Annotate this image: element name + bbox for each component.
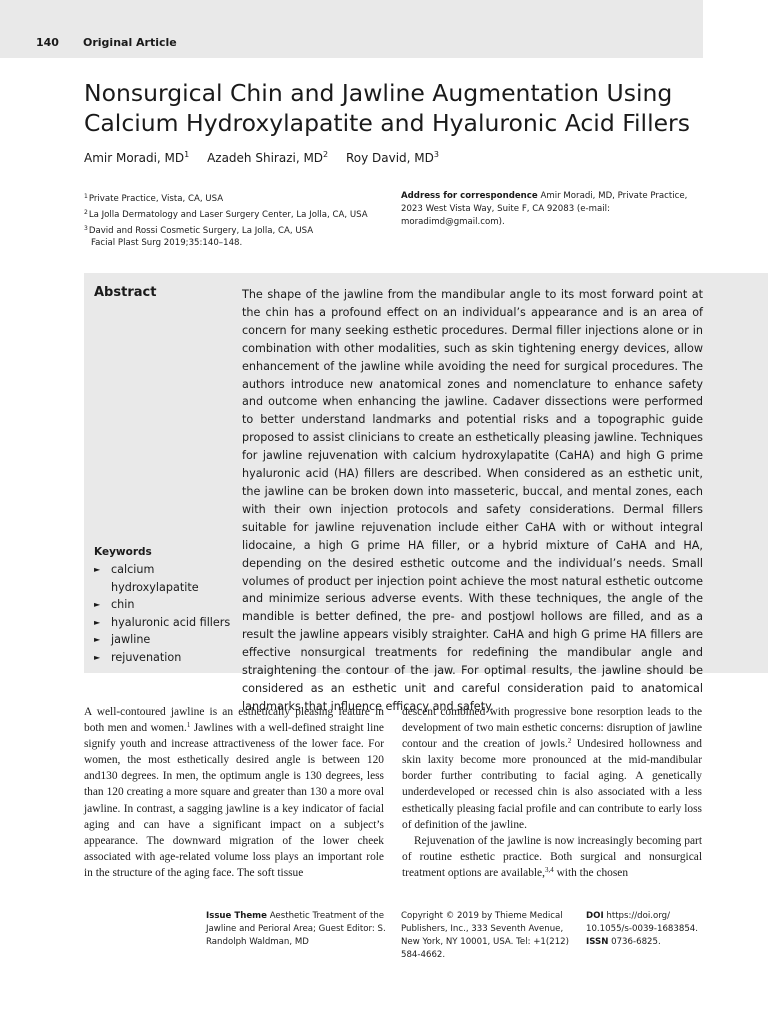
page-number: 140 <box>36 36 59 49</box>
issue-theme <box>206 910 391 949</box>
body-paragraph: Rejuvenation of the jawline is now increasingly becoming part of routine esthetic practice. Both surgical and nonsurgical treatment options are available,$^{3,4}$ with the chosen <box>402 834 702 879</box>
author-list <box>84 150 453 165</box>
issue-theme-label: Issue Theme <box>206 911 267 921</box>
abstract-text: The shape of the jawline from the mandibular angle to its most forward point at the chin has a profound effect on an individual’s appearance and is an area of concern for many seeking esthetic procedures. Dermal filler injections alone or in combination with other modalities, such as skin tightening energy devices, allow enhancement of the jawline while avoiding the need for surgical procedures. The authors introduce new anatomical zones and nomenclature to enhance safety and outcome when enhancing the jawline. Cadaver dissections were performed to better understand landmarks and potential risks and a topographic guide proposed to assist clinicians to create an esthetically pleasing jawline. Techniques for jawline rejuvenation with calcium hydroxylapatite (CaHA) and high G prime hyaluronic acid (HA) fillers are described. When considered as an esthetic unit, the jawline can be broken down into masseteric, buccal, and mental zones, each with their own injection protocols and safety considerations. Dermal fillers suitable for jawline rejuvenation include either CaHA with or without integral lidocaine, a high G prime HA filler, or a hybrid mixture of CaHA and HA, depending on the desired esthetic outcome and the individual’s needs. Small volumes of product per injection point achieve the most natural esthetic outcome and minimize serious adverse events. With these techniques, the angle of the mandible is better defined, the pre- and postjowl hollows are filled, and as a result the jawline appears visibly straighter. CaHA and high G prime HA fillers are effective nonsurgical treatments for redefining the mandibular angle and straightening the contour of the jaw. For optimal results, the jawline should be considered as an esthetic unit and careful consideration paid to anatomical landmarks that influence efficacy and safety. <box>242 288 703 713</box>
issue-theme-text: Aesthetic Treatment of the Jawline and Perioral Area; Guest Editor: S. Randolph Waldman, MD <box>206 911 386 947</box>
keyword-item: ► rejuvenation <box>94 649 239 667</box>
affiliation-1: $^1$Private Practice, Vista, CA, USA <box>84 193 224 204</box>
section-label: Original Article <box>83 36 177 49</box>
body-column-right <box>402 704 702 881</box>
correspondence-text: Amir Moradi, MD, Private Practice, 2023 West Vista Way, Suite F, CA 92083 (e-mail: moradimd@gmail.com). <box>401 191 688 227</box>
body-column-left <box>84 704 384 881</box>
keyword-item: ► hyaluronic acid fillers <box>94 614 239 632</box>
citation: Facial Plast Surg 2019;35:140–148. <box>91 238 243 248</box>
reference-marker: 1 <box>186 721 191 730</box>
article-title: Nonsurgical Chin and Jawline Augmentation Using Calcium Hydroxylapatite and Hyaluronic Acid Fillers <box>84 79 690 137</box>
running-header <box>0 0 703 58</box>
keywords-list <box>94 561 239 666</box>
keyword-item: ► jawline <box>94 631 239 649</box>
affiliation-2: $^2$La Jolla Dermatology and Laser Surgery Center, La Jolla, CA, USA <box>84 209 368 220</box>
copyright-notice: Copyright © 2019 by Thieme Medical Publishers, Inc., 333 Seventh Avenue, New York, NY 10001, USA. Tel: +1(212) 584-4662. <box>401 911 569 960</box>
reference-marker: 3,4 <box>544 865 554 874</box>
doi: DOI https://doi.org/ 10.1055/s-0039-1683854. <box>586 911 698 934</box>
reference-marker: 2 <box>567 737 572 746</box>
body-paragraph: A well-contoured jawline is an esthetically pleasing feature in both men and women.$^1$ Jawlines with a well-defined straight line signify youth and increase attractiveness of the lower face. For women, the most esthetically desired angle is between 120 and130 degrees. In men, the optimum angle is 130 degrees, less than 120 creating a more square and greater than 130 a more oval jawline. In contrast, a sagging jawline is a key indicator of facial aging and can have a significant impact on a subject’s appearance. The downward migration of the lower cheek associated with age-related volume loss plays an important role in the structure of the aging face. The soft tissue <box>84 706 384 879</box>
author-2: Azadeh Shirazi, $MD^2$ <box>207 150 329 165</box>
abstract-heading: Abstract <box>94 285 157 300</box>
body-paragraph: descent combined with progressive bone resorption leads to the development of two main esthetic concerns: disruption of jawline contour and the creation of jowls.$^2$ Undesired hollowness and skin laxity become more pronounced at the mid-mandibular border further contributing to facial aging. A genetically underdeveloped or recessed chin is also associated with a less esthetically pleasing facial profile and can contribute to early loss of definition of the jawline. <box>402 706 702 831</box>
doi-issn <box>586 910 716 949</box>
keywords-heading: Keywords <box>94 546 152 558</box>
affiliations <box>84 190 368 238</box>
issn: ISSN 0736-6825. <box>586 937 661 947</box>
author-3: Roy David, $MD^3$ <box>345 150 439 165</box>
keyword-item: ► chin <box>94 596 239 614</box>
doi-link[interactable]: https://doi.org/ 10.1055/s-0039-1683854. <box>586 911 698 934</box>
keyword-item: ► calcium hydroxylapatite <box>94 561 239 596</box>
affiliation-3: $^3$David and Rossi Cosmetic Surgery, La Jolla, CA, USA <box>84 225 314 236</box>
author-1: Amir Moradi, $MD^1$ <box>84 150 190 165</box>
correspondence-address <box>401 190 711 229</box>
correspondence-label: Address for correspondence <box>401 191 538 201</box>
